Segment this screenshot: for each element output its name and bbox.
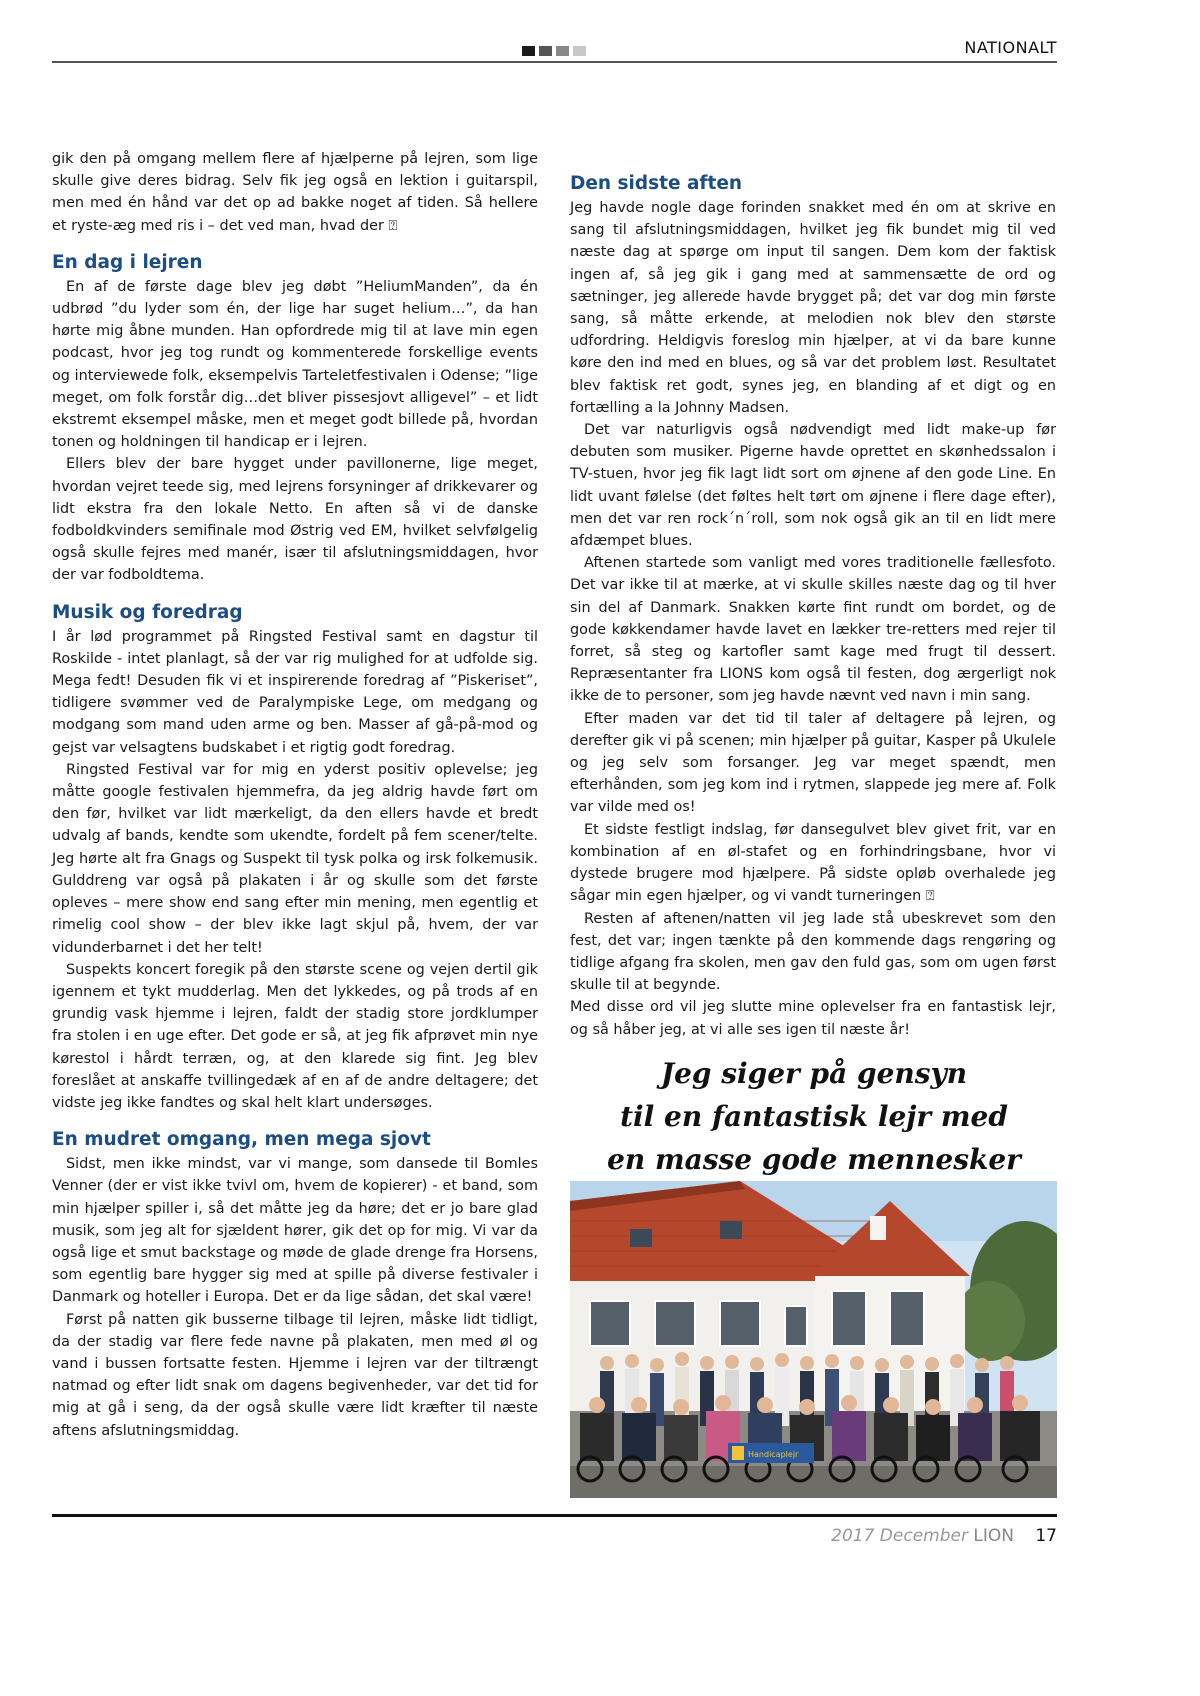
footer [831, 1526, 1057, 1546]
magazine-name: LION [973, 1526, 1014, 1546]
group-photo [570, 1181, 1057, 1498]
section-heading: En mudret omgang, men mega sjovt [52, 1129, 431, 1151]
paragraph: Det var naturligvis også nødvendigt med lidt make-up før debuten som musiker. Pigerne havde oprettet en skønhedssalon i TV-stuen, hvor jeg fik lagt lidt sort om øjnene af den gode Line. En lidt uvant følelse (det føltes helt tørt om øjnene i flere dage efter), men det var ren rock´n´roll, som nok også gik an til en lidt mere afdæmpet blues. [570, 422, 1056, 550]
header-squares-decoration [522, 46, 586, 56]
section-label: NATIONALT [964, 38, 1057, 57]
left-column [52, 148, 538, 1442]
paragraph: Suspekts koncert foregik på den største scene og vejen dertil gik igennem et tykt mudderlag. Men det lykkedes, og på trods af en grundig vask hjemme i lejren, faldt der stadig store jordklumper fra stolen i en uge efter. Det gode er så, at jeg fik afprøvet min nye kørestol i hårdt terræn, og, at den klarede sig fint. Jeg blev foreslået at anskaffe tvillingedæk af en af de andre deltagere; det vidste jeg ikke fandtes og skal helt klart undersøges. [52, 961, 538, 1111]
paragraph: Resten af aftenen/natten vil jeg lade stå ubeskrevet som den fest, det var; ingen tænkte på den kommende dags rengøring og tidlige afgang fra skolen, men gav den fuld gas, som om ugen først skulle til at begynde. [570, 910, 1056, 994]
header-divider [52, 61, 1057, 63]
banner-text: Handicaplejr [748, 1450, 799, 1459]
sign-off-line: til en fantastisk lejr med [620, 1100, 1008, 1133]
paragraph: Et sidste festligt indslag, før dansegulvet blev givet frit, var en kombination af en øl-stafet og en forhindringsbane, hvor vi dystede brugere mod hjælpere. På sidste opløb overhalede jeg sågar min egen hjælper, og vi vandt turneringen ⍰ [570, 821, 1056, 905]
issue-label: 2017 December [831, 1526, 968, 1546]
footer-divider [52, 1514, 1057, 1517]
section-heading: Musik og foredrag [52, 601, 243, 623]
section-heading: Den sidste aften [570, 173, 743, 194]
section-heading: En dag i lejren [52, 251, 203, 273]
paragraph: En af de første dage blev jeg døbt ”HeliumManden”, da én udbrød ”du lyder som én, der lige har suget helium…”, da han hørte mig åbne munden. Han opfordrede mig til at lave min egen podcast, hvor jeg tog rundt og kommenterede forskellige events og interviewede folk, eksempelvis Tarteletfestivalen i Odense; ”lige meget, om folk forstår dig…det bliver pissesjovt alligevel” – et lidt ekstremt eksempel måske, men et meget godt billede på, hvordan tonen og holdningen til handicap er i lejren. [52, 278, 538, 451]
paragraph: Efter maden var det tid til taler af deltagere på lejren, og derefter gik vi på scenen; min hjælper på guitar, Kasper på Ukulele og jeg selv som forsanger. Jeg var meget spændt, men efterhånden, som jeg kom ind i rytmen, slappede jeg mere af. Folk var vilde med os! [570, 710, 1056, 816]
sign-off-line: Jeg siger på gensyn [660, 1057, 968, 1090]
sign-off-caption [572, 1052, 1056, 1181]
paragraph: Ellers blev der bare hygget under pavillonerne, lige meget, hvordan vejret teede sig, med lejrens forsyninger af drikkevarer og lidt ekstra fra den lokale Netto. En aften så vi de danske fodboldkvinders semifinale mod Østrig ved EM, hvilket selvfølgelig også skulle fejres med manér, især til afslutningsmiddagen, hvor der var fodboldtema. [52, 456, 538, 584]
paragraph: Først på natten gik busserne tilbage til lejren, måske lidt tidligt, da der stadig var flere fede navne på plakaten, men med øl og vand i bussen fortsatte festen. Hjemme i lejren var der tiltrængt natmad og efter lidt snak om dagens begivenheder, var det tid for mig at gå i seng, da der også skulle være lidt kræfter til næste aftens afslutningsmiddag. [52, 1311, 538, 1439]
paragraph: gik den på omgang mellem flere af hjælperne på lejren, som lige skulle give deres bidrag. Selv fik jeg også en lektion i guitarspil, men med én hånd var det op ad bakke noget af tiden. Så hellere et ryste-æg med ris i – det ved man, hvad der ⍰ [52, 151, 538, 234]
paragraph: I år lød programmet på Ringsted Festival samt en dagstur til Roskilde - intet planlagt, så der var rig mulighed for at udfolde sig. Mega fedt! Desuden fik vi et inspirerende foredrag af ”Piskeriset”, tidligere svømmer ved de Paralympiske Lege, om medgang og modgang som mand uden arme og ben. Masser af gå-på-mod og gejst var velsagtens budskabet i et rigtig godt foredrag. [52, 628, 538, 756]
paragraph: Med disse ord vil jeg slutte mine oplevelser fra en fantastisk lejr, og så håber jeg, at vi alle ses igen til næste år! [570, 999, 1056, 1038]
paragraph: Sidst, men ikke mindst, var vi mange, som dansede til Bomles Venner (der er vist ikke tvivl om, hvem de kopierer) - et band, som min hjælper spiller i, så det måtte jeg da høre; det er jo bare glad musik, som jeg alt for sjældent hører, gik det op for mig. Vi var da også lige et smut backstage og møde de glade drenge fra Horsens, som egentlig bare hygger sig med at spille på diverse festivaler i Danmark og hoteller i Europa. Det er da lige sådan, det skal være! [52, 1156, 538, 1306]
paragraph: Aftenen startede som vanligt med vores traditionelle fællesfoto. Det var ikke til at mærke, at vi skulle skilles næste dag og til hver sin del af Danmark. Snakken kørte fint rundt om bordet, og de gode køkkendamer havde lavet en lækker tre-retters med rejer til forret, så steg og kartofler samt kage med frugt til dessert. Repræsentanter fra LIONS kom også til festen, dog ærgerligt nok ikke de to personer, som jeg havde nævnt ved navn i min sang. [570, 555, 1056, 705]
right-column [570, 172, 1056, 1041]
page-number: 17 [1035, 1526, 1057, 1546]
paragraph: Jeg havde nogle dage forinden snakket med én om at skrive en sang til afslutningsmiddagen, hvilket jeg fik bundet mig til ved næste dag at spørge om input til sangen. Dem kom der faktisk ingen af, så jeg gik i gang med at sammensætte de ord og sætninger, jeg allerede havde brygget på; det var dog min første sang, så måtte erkende, at melodien nok blev den største udfordring. Heldigvis foreslog min hjælper, at vi da bare kunne køre den ind med en blues, og så var det problem løst. Resultatet blev faktisk ret godt, synes jeg, en blanding af et digt og en fortælling a la Johnny Madsen. [570, 200, 1056, 416]
paragraph: Ringsted Festival var for mig en yderst positiv oplevelse; jeg måtte google festivalen hjemmefra, da jeg aldrig havde ført om den før, hvilket var lidt mærkeligt, da den ellers havde et bredt udvalg af bands, kendte som ukendte, fordelt på fem scener/telte. Jeg hørte alt fra Gnags og Suspekt til tysk polka og irsk folkemusik. Gulddreng var også på plakaten i år og skulle som det første opleves – mere show end sang efter min mening, men egentlig et rimelig cool show – der blev ikke lagt skjul på, hvem, der var vidunderbarnet i det her telt! [52, 761, 538, 956]
sign-off-line: en masse gode mennesker [607, 1143, 1021, 1176]
